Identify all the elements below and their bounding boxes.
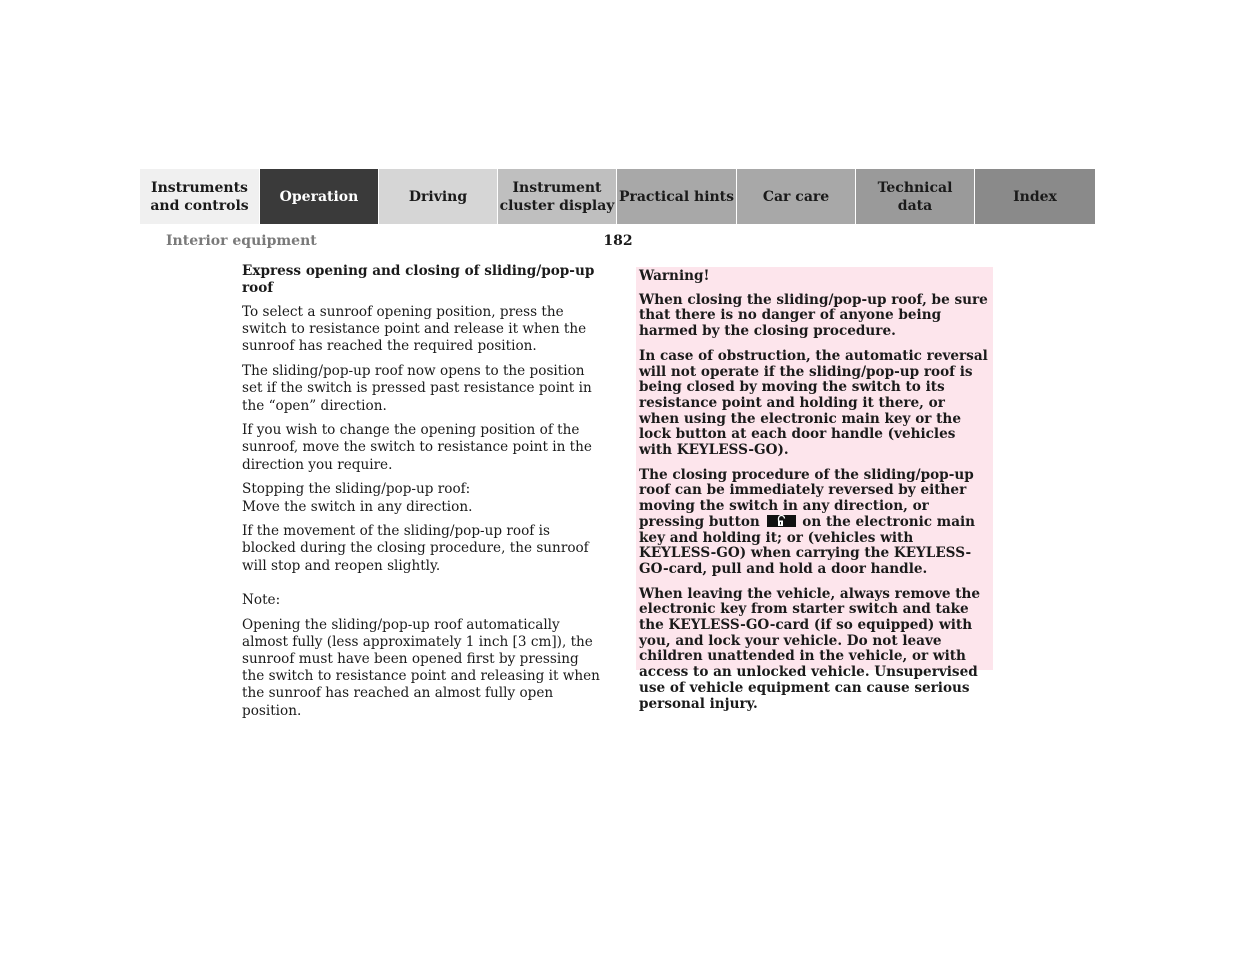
- note-label: Note:: [242, 591, 281, 608]
- paragraph: If you wish to change the opening position of the sunroof, move the switch to resistance point in the direction you require.: [242, 422, 592, 473]
- stopping-label: Stopping the sliding/pop-up roof:: [242, 481, 471, 498]
- tab-label: Instruments and controls: [150, 179, 249, 214]
- tab-driving[interactable]: [379, 169, 498, 224]
- page-number: 182: [603, 233, 633, 249]
- unlock-icon: [767, 515, 796, 527]
- warning-paragraph: When closing the sliding/pop-up roof, be sure that there is no danger of anyone being harmed by the closing procedure.: [639, 291, 988, 340]
- warning-paragraph: In case of obstruction, the automatic reversal will not operate if the sliding/pop-up roof is being closed by moving the switch to its resistance point and holding it there, or when using the electronic main key or the lock button at each door handle (vehicles with KEYLESS-GO).: [639, 347, 988, 459]
- paragraph: The sliding/pop-up roof now opens to the position set if the switch is pressed past resistance point in the “open” direction.: [242, 363, 592, 414]
- main-text-column: [242, 263, 604, 727]
- tab-practical-hints[interactable]: [617, 169, 737, 224]
- tab-label: Instrument cluster display: [499, 179, 615, 214]
- tab-label: Technical data: [877, 179, 953, 214]
- tab-index[interactable]: [975, 169, 1095, 224]
- paragraph: If the movement of the sliding/pop-up roof is blocked during the closing procedure, the sunroof will stop and reopen slightly.: [242, 523, 589, 574]
- tab-car-care[interactable]: [737, 169, 856, 224]
- warning-box: [636, 267, 993, 712]
- paragraph: [242, 481, 604, 515]
- paragraph: To select a sunroof opening position, press the switch to resistance point and release it when the sunroof has reached the required position.: [242, 304, 587, 355]
- tab-label: Practical hints: [618, 188, 735, 205]
- warning-text: The closing procedure of the sliding/pop-up roof can be immediately reversed by either moving the switch in any direction, or pressing button: [639, 466, 974, 530]
- note-text: Opening the sliding/pop-up roof automatically almost fully (less approximately 1 inch [3 cm]), the sunroof must have been opened first by pressing the switch to resistance point and releasing it when the sunroof has reached an almost fully open position.: [242, 616, 600, 719]
- section-heading: Express opening and closing of sliding/pop-up roof: [242, 263, 595, 296]
- warning-title: Warning!: [639, 268, 710, 284]
- tab-instrument-cluster-display[interactable]: [498, 169, 617, 224]
- tab-label: Car care: [762, 188, 830, 205]
- tab-label: Driving: [408, 188, 468, 205]
- tab-label: Operation: [279, 188, 359, 205]
- tab-technical-data[interactable]: [856, 169, 975, 224]
- stopping-text: Move the switch in any direction.: [242, 498, 473, 515]
- section-nav: [140, 169, 1095, 224]
- tab-operation[interactable]: [260, 169, 379, 224]
- warning-paragraph: When leaving the vehicle, always remove the electronic key from starter switch and take the KEYLESS-GO-card (if so equipped) with you, and lock your vehicle. Do not leave children unattended in the vehicle, or with access to an unlocked vehicle. Unsupervised use of vehicle equipment can cause serious personal injury.: [639, 585, 981, 712]
- tab-label: Index: [1013, 188, 1057, 205]
- warning-paragraph: [639, 468, 989, 578]
- section-title: Interior equipment: [166, 233, 317, 249]
- warning-text: on the electronic main key and holding it; or (vehicles with KEYLESS-GO) when carrying the KEYLESS-GO-card, pull and hold a door handle.: [639, 513, 976, 577]
- tab-instruments-and-controls[interactable]: [140, 169, 260, 224]
